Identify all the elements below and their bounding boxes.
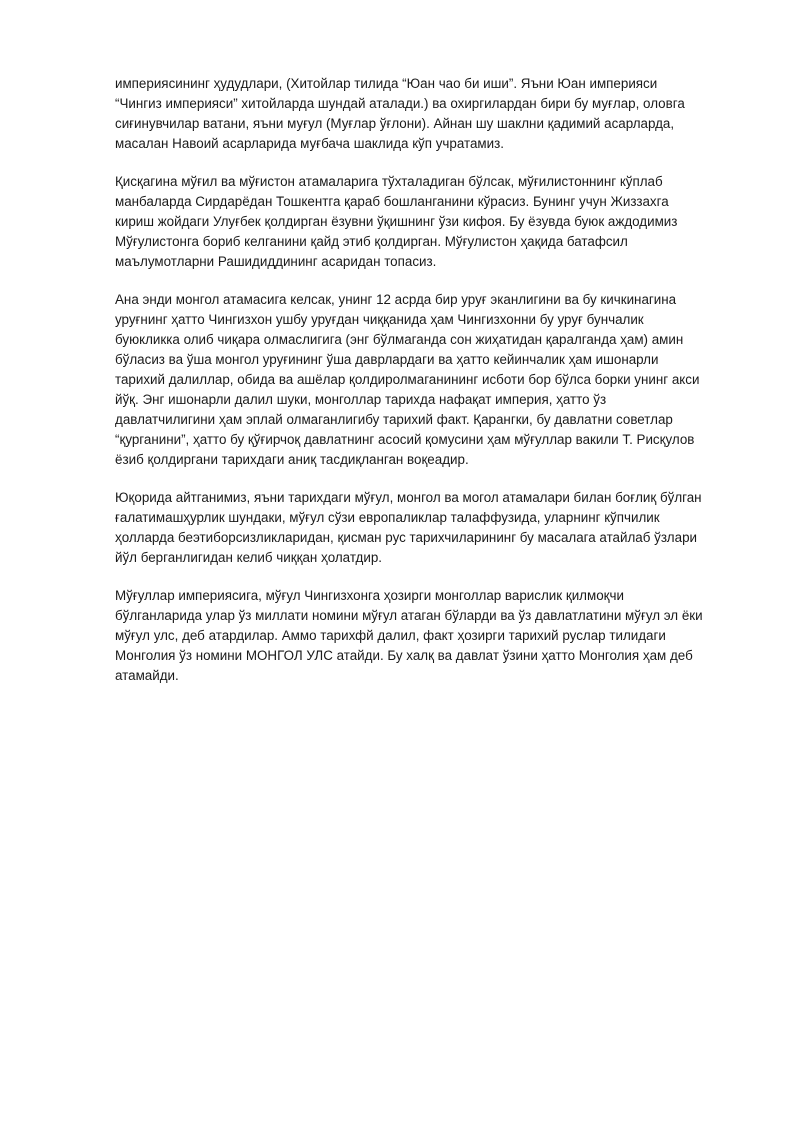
paragraph-5: Мўғуллар империясига, мўғул Чингизхонга ҳозирги монголлар варислик қилмоқчи бўлганларида улар ўз миллати номини мўғул атаган бўларди ва ўз давлатлатини мўғул эл ёки мўғул улс, деб атардилар. Аммо тарихфй далил, факт ҳозирги тарихий руслар тилидаги Монголия ўз номини МОНГОЛ УЛС атайди. Бу халқ ва давлат ўзини ҳатто Монголия ҳам деб атамайди.	[115, 588, 703, 683]
paragraph-3: Ана энди монгол атамасига келсак, унинг 12 асрда бир уруғ эканлигини ва бу кичкинагина уруғнинг ҳатто Чингизхон ушбу уруғдан чиққанида ҳам Чингизхонни бу уруғ бунчалик буюкликка олиб чиқара олмаслигига (энг бўлмаганда сон жиҳатидан қаралганда ҳам) амин бўласиз ва ўша монгол уруғининг ўша даврлардаги ва ҳатто кейинчалик ҳам ишонарли тарихий далиллар, обида ва ашёлар қолдиролмаганининг исботи бор бўлса борки унинг акси йўқ. Энг ишонарли далил шуки, монголлар тарихда нафақат империя, ҳатто ўз давлатчилигини ҳам эплай олмаганлигибу тарихий факт. Қарангки, бу давлатни советлар “қурганини”, ҳатто бу қўғирчоқ давлатнинг асосий қомусини ҳам мўғуллар вакили Т. Рисқулов ёзиб қолдиргани тарихдаги аниқ тасдиқланган воқеадир.	[115, 292, 700, 467]
paragraph-4: Юқорида айтганимиз, яъни тарихдаги мўғул, монгол ва могол атамалари билан боғлиқ бўлган ғалатимашҳурлик шундаки, мўғул сўзи европаликлар талаффузида, уларнинг кўпчилик ҳолларда беэтиборсизликларидан, қисман рус тарихчиларининг бу масалага атайлаб ўзлари йўл берганлигидан келиб чиққан ҳолатдир.	[115, 490, 702, 565]
paragraph-1: империясининг ҳудудлари, (Хитойлар тилида “Юан чао би иши”. Яъни Юан империяси “Чингиз империяси” хитойларда шундай аталади.) ва охиргилардан бири бу муғлар, оловга сиғинувчилар ватани, яъни муғул (Муғлар ўғлони). Айнан шу шаклни қадимий асарларда, масалан Навоий асарларида муғбача шаклида кўп учратамиз.	[115, 76, 685, 151]
paragraph-2: Қисқагина мўғил ва мўғистон атамаларига тўхталадиган бўлсак, мўғилистоннинг кўплаб манбаларда Сирдарёдан Тошкентга қараб бошланганини кўрасиз. Бунинг учун Жиззахга кириш жойдаги Улуғбек қолдирган ёзувни ўқишнинг ўзи кифоя. Бу ёзувда буюк аждодимиз Мўғулистонга бориб келганини қайд этиб қолдирган. Мўғулистон ҳақида батафсил маълумотларни Рашидиддининг асаридан топасиз.	[115, 174, 678, 269]
document-body	[115, 74, 707, 704]
